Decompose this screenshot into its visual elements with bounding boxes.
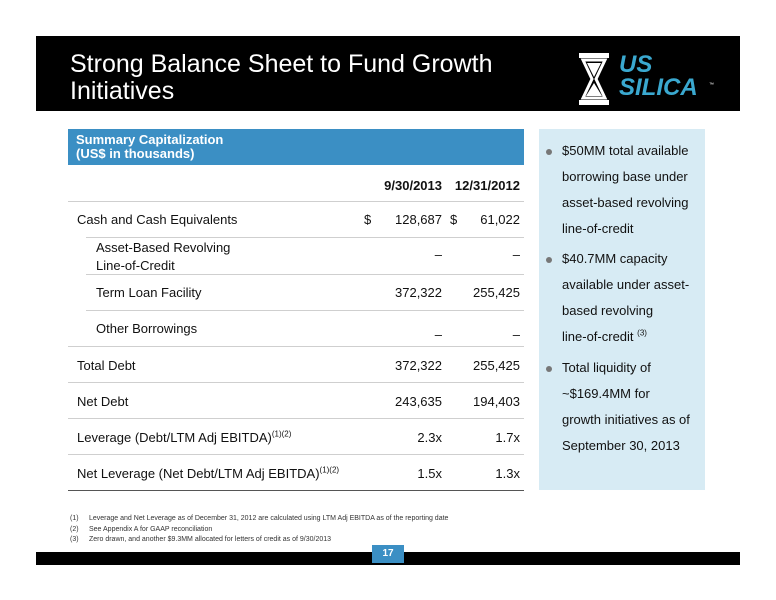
table-title: Summary Capitalization — [76, 132, 224, 147]
bullet-dot-icon — [546, 366, 552, 372]
divider — [68, 454, 524, 455]
row-label-line1: Asset-Based Revolving — [96, 240, 231, 255]
value-2013: 2.3x — [417, 430, 442, 445]
value-2012: 61,022 — [480, 212, 520, 227]
bullet-dot-icon — [546, 257, 552, 263]
table-units: (US$ in thousands) — [76, 146, 195, 161]
divider — [68, 418, 524, 419]
table-header-bar — [68, 129, 524, 165]
footnote-ref: (3) — [637, 328, 647, 338]
us-silica-logo — [577, 52, 717, 106]
footnote-ref: (1)(2) — [319, 465, 340, 475]
divider — [68, 346, 524, 347]
row-label: Term Loan Facility — [96, 285, 202, 300]
column-header-2012: 12/31/2012 — [454, 178, 520, 193]
row-label: Leverage (Debt/LTM Adj EBITDA)$^{(1)(2)}$ — [77, 429, 292, 445]
value-2012: – — [512, 247, 520, 262]
logo-silica-text: SILICA — [619, 74, 698, 101]
table-bottom-border — [68, 490, 524, 491]
value-2013: 128,687 — [395, 212, 442, 227]
value-2013: 372,322 — [395, 358, 442, 373]
dollar-sign: $ — [364, 212, 372, 227]
value-2012: – — [512, 327, 520, 342]
value-2013: 1.5x — [417, 466, 442, 481]
logo-us-text: US — [619, 51, 653, 78]
value-2013: 243,635 — [395, 394, 442, 409]
bullet-text: $40.7MM capacity available under asset- based revolving line-of-credit $^{(3)}$ — [562, 251, 690, 344]
column-header-2013: 9/30/2013 — [384, 178, 442, 193]
row-label: Other Borrowings — [96, 321, 198, 336]
bullet-text: Total liquidity of ~$169.4MM for growth initiatives as of September 30, 2013 — [562, 360, 690, 453]
value-2012: 255,425 — [473, 285, 520, 300]
divider — [86, 237, 524, 238]
page-number: 17 — [372, 545, 404, 563]
value-2012: 194,403 — [473, 394, 520, 409]
footnote-ref: (1)(2) — [271, 429, 292, 439]
divider — [68, 201, 524, 202]
row-label: Cash and Cash Equivalents — [77, 212, 238, 227]
row-label-line2: Line-of-Credit — [96, 258, 175, 273]
divider — [86, 310, 524, 311]
row-label: Net Leverage (Net Debt/LTM Adj EBITDA)$^{(1)(2)}$ — [77, 465, 340, 481]
slide-title: Strong Balance Sheet to Fund Growth Initiatives — [70, 50, 493, 105]
divider — [86, 274, 524, 275]
value-2013: – — [434, 247, 442, 262]
divider — [68, 382, 524, 383]
row-label: Total Debt — [77, 358, 136, 373]
bullet-text: $50MM total available borrowing base under asset-based revolving line-of-credit — [562, 143, 689, 236]
value-2012: 1.7x — [495, 430, 520, 445]
bullet-dot-icon — [546, 149, 552, 155]
value-2013: 372,322 — [395, 285, 442, 300]
highlights-panel — [539, 129, 705, 490]
title-bar — [36, 36, 740, 111]
logo-trademark: ™ — [709, 82, 714, 88]
row-label: Net Debt — [77, 394, 129, 409]
value-2013: – — [434, 327, 442, 342]
value-2012: 255,425 — [473, 358, 520, 373]
hourglass-icon — [577, 52, 611, 106]
value-2012: 1.3x — [495, 466, 520, 481]
dollar-sign: $ — [450, 212, 458, 227]
